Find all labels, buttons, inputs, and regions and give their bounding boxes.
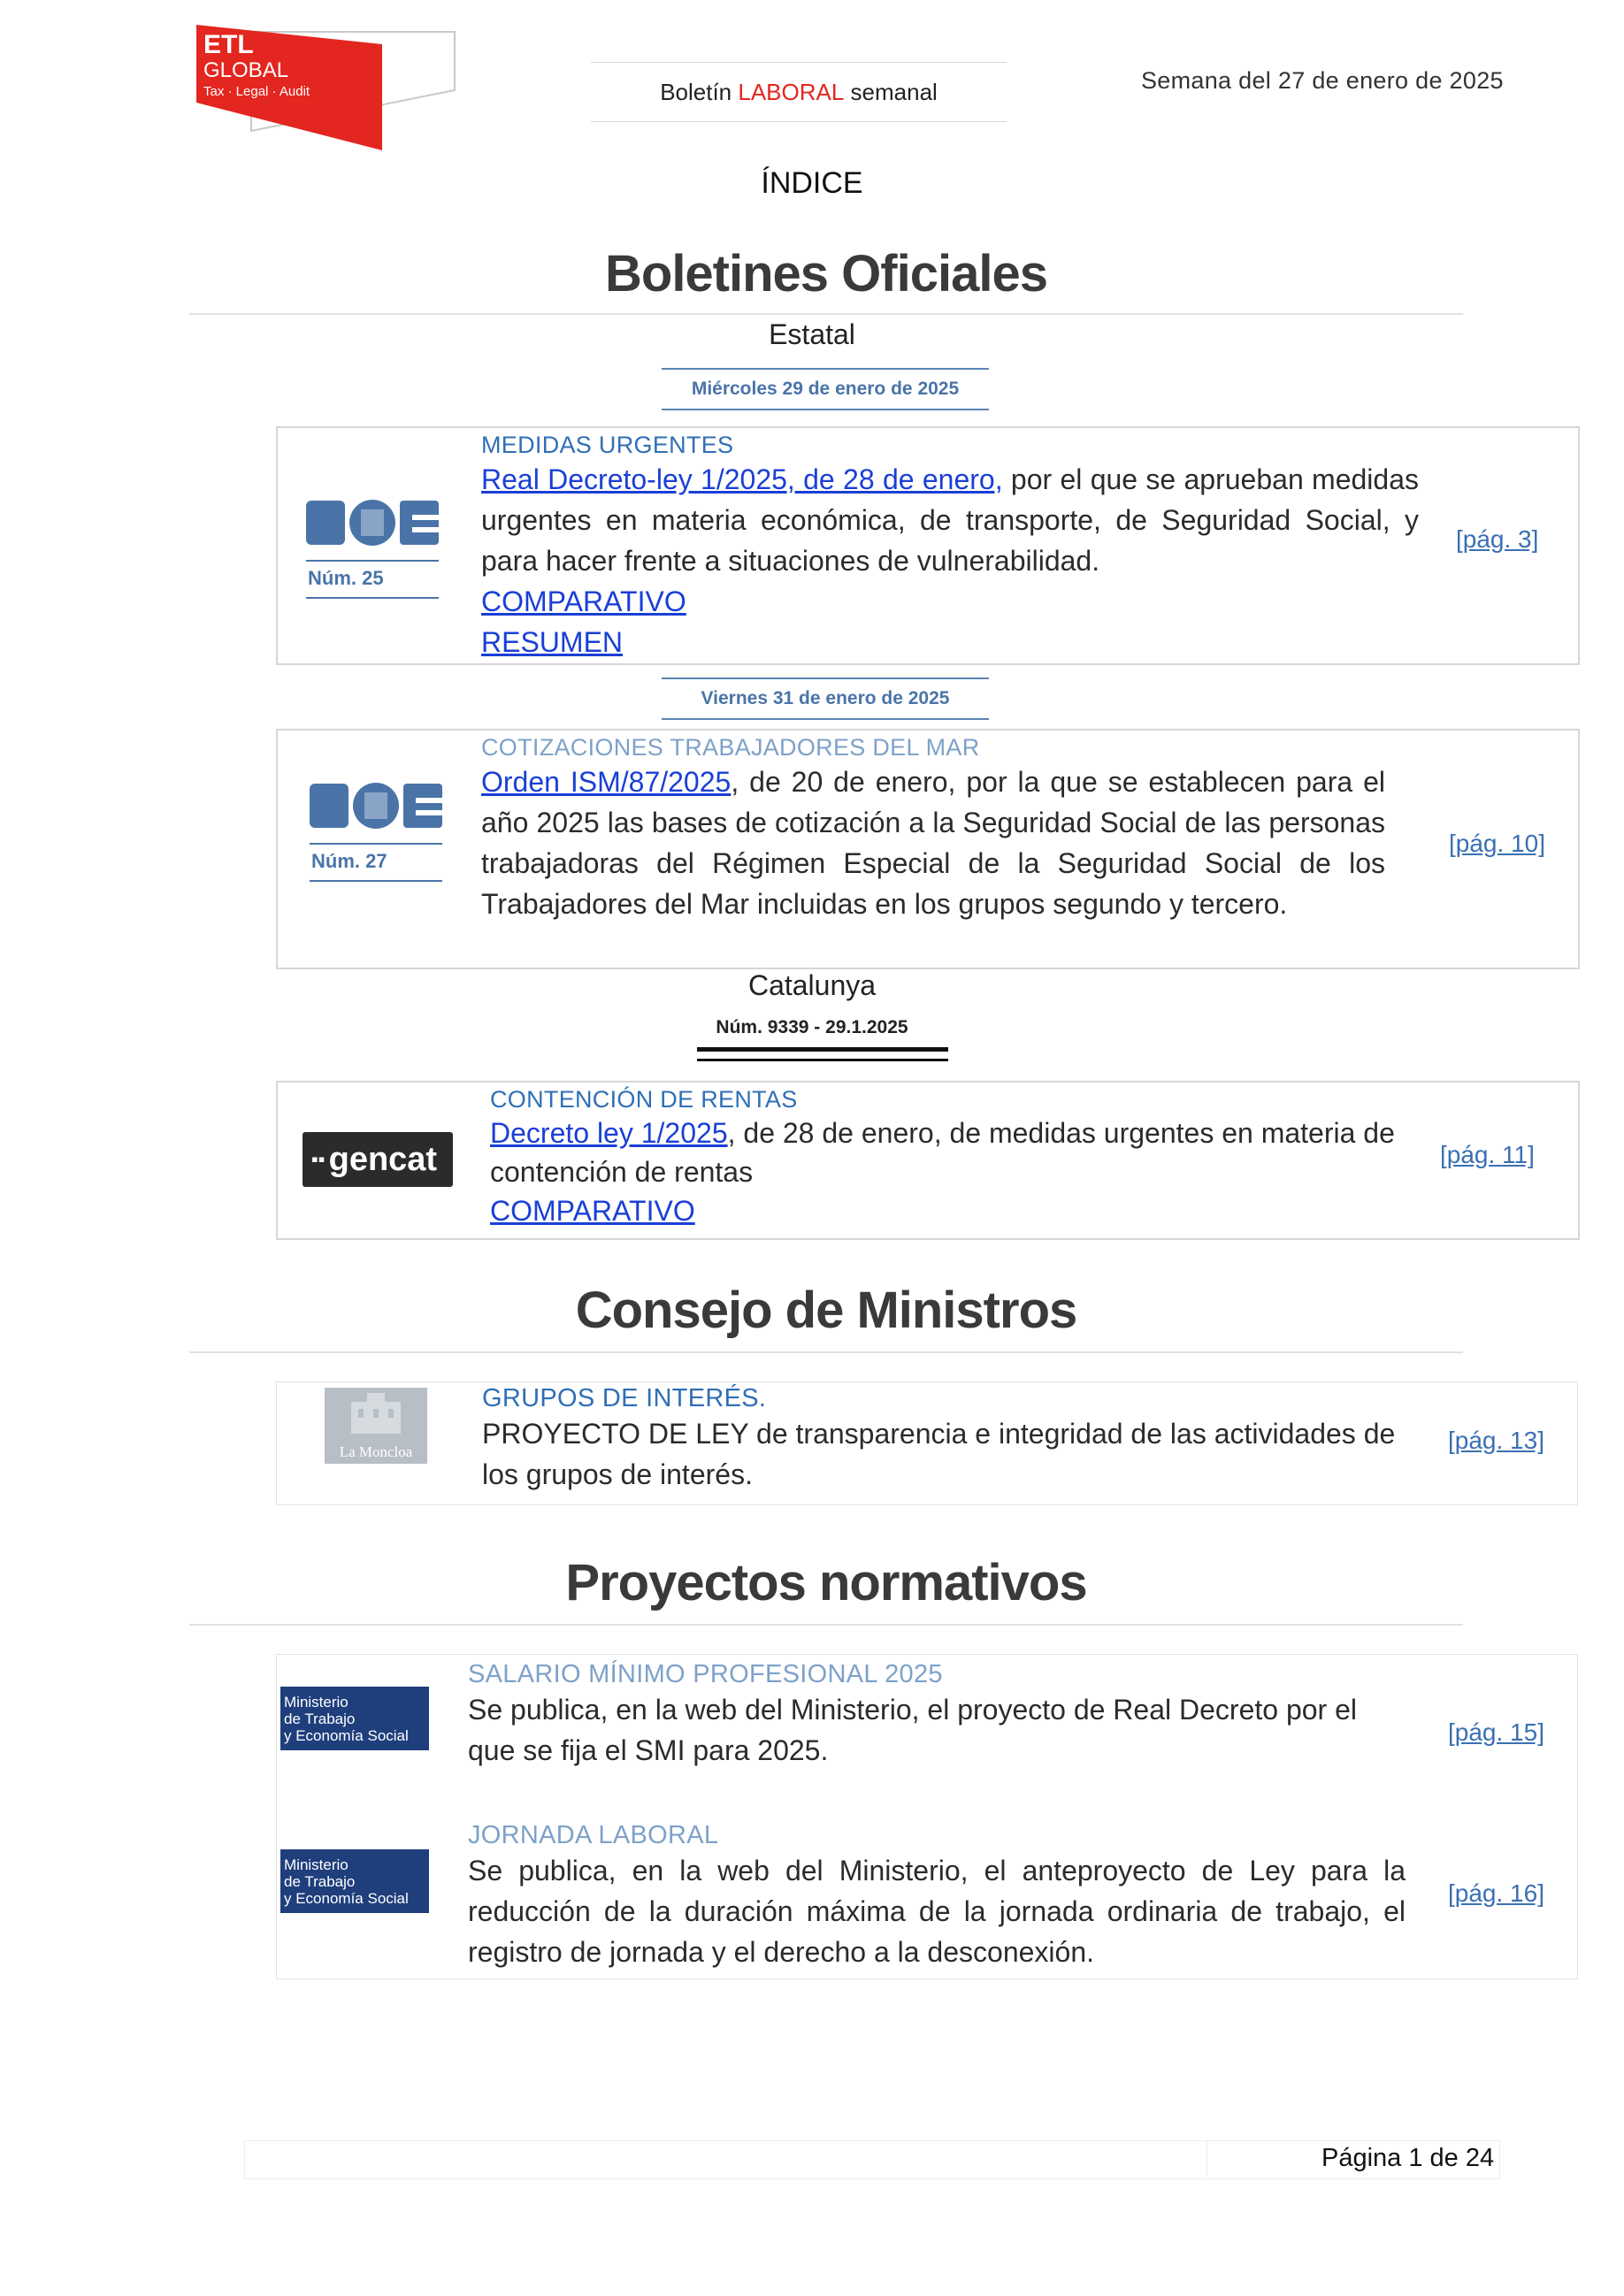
- ministerio-logo: [280, 1849, 429, 1913]
- ministerio-line: de Trabajo: [284, 1711, 356, 1727]
- boe-icon: [310, 780, 442, 831]
- page-link[interactable]: [pág. 3]: [1456, 525, 1539, 553]
- comparativo-link[interactable]: COMPARATIVO: [490, 1195, 695, 1227]
- moncloa-building-icon: [325, 1388, 427, 1439]
- bulletin-highlight: LABORAL: [738, 78, 845, 105]
- bulletin-suffix: semanal: [844, 78, 938, 105]
- page-link[interactable]: [pág. 11]: [1440, 1141, 1535, 1168]
- entry-card-proyectos: [276, 1654, 1578, 1979]
- entry-content: [481, 432, 1419, 662]
- section-title-consejo: Consejo de Ministros: [575, 1282, 1077, 1339]
- entry-category: SALARIO MÍNIMO PROFESIONAL 2025: [468, 1660, 943, 1688]
- boe-number: Núm. 27: [310, 843, 442, 882]
- entry-card-decreto: [276, 1081, 1580, 1240]
- entry-card-grupos: [276, 1381, 1578, 1505]
- section-divider: [189, 313, 1463, 315]
- orden-link[interactable]: Orden ISM/87/2025: [481, 766, 732, 798]
- entry-content: [482, 1384, 1420, 1495]
- boe-logo: [306, 497, 439, 599]
- entry-content: [468, 1821, 1406, 1972]
- entry-extras: [490, 1191, 1410, 1230]
- rdl-link[interactable]: Real Decreto-ley 1/2025, de 28 de enero,: [481, 463, 1003, 495]
- resumen-link[interactable]: RESUMEN: [481, 626, 624, 658]
- boe-number: Núm. 25: [306, 560, 439, 599]
- entry-content: [468, 1660, 1406, 1771]
- logo-name: GLOBAL: [203, 58, 289, 82]
- page-link[interactable]: [pág. 15]: [1448, 1718, 1544, 1746]
- entry-description: , de 20 de enero, por la que se establecen para el año 2025 las bases de cotización a la Seguridad Social de las personas trabajadoras del Régimen Especial de la Seguridad Social de los Trabajadores del Mar incluidas en los grupos segundo y tercero.: [481, 766, 1386, 920]
- week-date: Semana del 27 de enero de 2025: [1141, 67, 1504, 94]
- date-label: Viernes 31 de enero de 2025: [662, 677, 989, 720]
- section-title-proyectos: Proyectos normativos: [565, 1554, 1087, 1611]
- entry-category: MEDIDAS URGENTES: [481, 432, 734, 458]
- comparativo-link[interactable]: COMPARATIVO: [481, 585, 686, 617]
- entry-text: [490, 1114, 1410, 1191]
- moncloa-logo: [325, 1388, 427, 1464]
- gencat-label: gencat: [328, 1140, 438, 1178]
- entry-extras: [481, 581, 1419, 662]
- logo-tagline: Tax · Legal · Audit: [203, 84, 310, 99]
- bulletin-prefix: Boletín: [660, 78, 739, 105]
- date-label: Miércoles 29 de enero de 2025: [662, 368, 989, 410]
- ministerio-logo: [280, 1687, 429, 1750]
- moncloa-label: La Moncloa: [339, 1443, 413, 1460]
- section-divider: [189, 1624, 1463, 1626]
- entry-description: por el que se aprueban medidas urgentes en materia económica, de transporte, de Seguridad Social, y para hacer frente a situaciones de vulnerabilidad.: [481, 463, 1420, 577]
- double-divider: [697, 1047, 948, 1061]
- section-divider: [189, 1351, 1463, 1353]
- logo-brand: ETL: [203, 30, 254, 59]
- ministerio-line: y Economía Social: [284, 1727, 409, 1744]
- boe-logo: [310, 780, 442, 882]
- entry-text: [481, 762, 1385, 924]
- entry-text: Se publica, en la web del Ministerio, el proyecto de Real Decreto por el que se fija el SMI para 2025.: [468, 1694, 1357, 1766]
- ministerio-line: y Economía Social: [284, 1890, 409, 1907]
- entry-card-orden: [276, 729, 1580, 969]
- ministerio-line: Ministerio: [284, 1856, 349, 1873]
- gencat-logo: [303, 1132, 453, 1187]
- page-link[interactable]: [pág. 16]: [1448, 1879, 1544, 1907]
- entry-description: , de 28 de enero, de medidas urgentes en materia de contención de rentas: [490, 1117, 1395, 1188]
- index-heading: ÍNDICE: [761, 166, 863, 200]
- entry-category: JORNADA LABORAL: [468, 1821, 719, 1849]
- page-link[interactable]: [pág. 13]: [1448, 1427, 1544, 1454]
- entry-category: GRUPOS DE INTERÉS.: [482, 1384, 767, 1412]
- entry-text: PROYECTO DE LEY de transparencia e integridad de las actividades de los grupos de interés.: [482, 1418, 1396, 1490]
- entry-content: [490, 1086, 1410, 1230]
- footer-frame: [244, 2140, 1500, 2179]
- entry-text: [481, 459, 1419, 581]
- entry-content: [481, 734, 1385, 924]
- ministerio-line: de Trabajo: [284, 1873, 356, 1890]
- decreto-link[interactable]: Decreto ley 1/2025: [490, 1117, 728, 1149]
- dogc-number: Núm. 9339 - 29.1.2025: [716, 1017, 908, 1037]
- gencat-icon: ▪▪: [311, 1148, 326, 1170]
- boe-icon: [306, 497, 439, 548]
- bulletin-title: [591, 62, 1007, 122]
- subregion-estatal: Estatal: [769, 318, 855, 350]
- page-number: Página 1 de 24: [1321, 2144, 1495, 2172]
- entry-text: Se publica, en la web del Ministerio, el anteproyecto de Ley para la reducción de la duración máxima de la jornada ordinaria de trabajo, el registro de jornada y el derecho a la desconexión.: [468, 1855, 1406, 1968]
- entry-card-rdl: [276, 426, 1580, 665]
- entry-category: CONTENCIÓN DE RENTAS: [490, 1086, 798, 1113]
- section-title-boletines: Boletines Oficiales: [605, 245, 1047, 302]
- entry-category: COTIZACIONES TRABAJADORES DEL MAR: [481, 734, 980, 761]
- page-link[interactable]: [pág. 10]: [1449, 830, 1545, 857]
- ministerio-line: Ministerio: [284, 1694, 349, 1711]
- subregion-catalunya: Catalunya: [747, 969, 877, 1001]
- etl-global-logo: [196, 25, 462, 157]
